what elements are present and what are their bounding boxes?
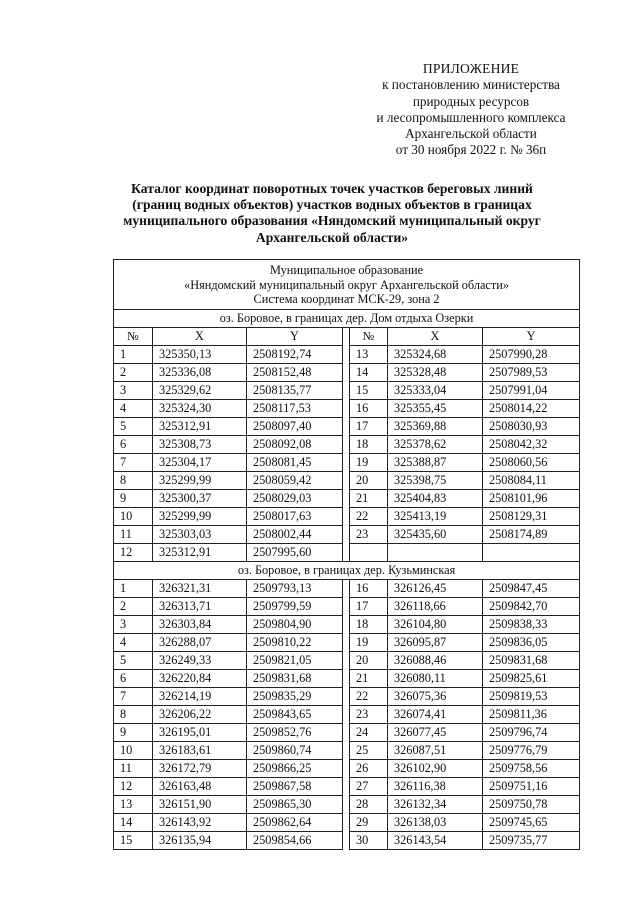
point-number-cell: 29 (350, 813, 388, 831)
x-coordinate-cell: 326303,84 (153, 615, 247, 633)
column-gap (343, 543, 350, 561)
y-coordinate-cell: 2509796,74 (483, 723, 580, 741)
column-gap (343, 471, 350, 489)
appendix-line: от 30 ноября 2022 г. № 36п (395, 142, 547, 158)
title-line: муниципального образования «Няндомский муниципальный округ (123, 213, 541, 229)
y-coordinate-cell: 2508060,56 (483, 453, 580, 471)
table-header-row (114, 327, 580, 345)
x-coordinate-cell: 326088,46 (388, 651, 483, 669)
column-gap (343, 435, 350, 453)
appendix-block (340, 61, 602, 159)
point-number-cell: 3 (114, 615, 153, 633)
point-number-cell: 5 (114, 651, 153, 669)
document-title (86, 181, 578, 246)
column-gap (343, 831, 350, 849)
y-coordinate-cell: 2509799,59 (247, 597, 343, 615)
x-coordinate-cell: 325299,99 (153, 471, 247, 489)
point-number-cell: 10 (114, 507, 153, 525)
point-number-cell: 15 (114, 831, 153, 849)
table-row (114, 687, 580, 705)
x-coordinate-cell: 325404,83 (388, 489, 483, 507)
column-gap (343, 705, 350, 723)
x-coordinate-cell: 325355,45 (388, 399, 483, 417)
x-coordinate-cell: 326074,41 (388, 705, 483, 723)
y-coordinate-cell: 2508092,08 (247, 435, 343, 453)
point-number-cell: 30 (350, 831, 388, 849)
y-coordinate-cell: 2508014,22 (483, 399, 580, 417)
x-coordinate-cell: 326075,36 (388, 687, 483, 705)
point-number-cell: 23 (350, 705, 388, 723)
y-coordinate-cell: 2508135,77 (247, 381, 343, 399)
point-number-cell: 8 (114, 705, 153, 723)
appendix-line: и лесопромышленного комплекса (376, 109, 566, 125)
coordinates-table (113, 259, 580, 850)
y-coordinate-cell: 2509825,61 (483, 669, 580, 687)
column-header: X (153, 327, 247, 345)
info-line: Муниципальное образование (270, 263, 424, 277)
y-coordinate-cell: 2509776,79 (483, 741, 580, 759)
column-gap (343, 615, 350, 633)
table-row (114, 831, 580, 849)
point-number-cell: 9 (114, 489, 153, 507)
point-number-cell: 19 (350, 453, 388, 471)
x-coordinate-cell: 326132,34 (388, 795, 483, 813)
column-gap (343, 489, 350, 507)
x-coordinate-cell: 326163,48 (153, 777, 247, 795)
y-coordinate-cell: 2508059,42 (247, 471, 343, 489)
x-coordinate-cell: 326116,38 (388, 777, 483, 795)
column-gap (343, 399, 350, 417)
table-row (114, 507, 580, 525)
column-gap (343, 651, 350, 669)
point-number-cell: 14 (114, 813, 153, 831)
x-coordinate-cell: 325336,08 (153, 363, 247, 381)
x-coordinate-cell: 326288,07 (153, 633, 247, 651)
y-coordinate-cell: 2508017,63 (247, 507, 343, 525)
x-coordinate-cell: 325312,91 (153, 543, 247, 561)
column-header: X (388, 327, 483, 345)
x-coordinate-cell: 325300,37 (153, 489, 247, 507)
table-row (114, 363, 580, 381)
x-coordinate-cell: 326080,11 (388, 669, 483, 687)
title-line: (границ водных объектов) участков водных объектов в границах (132, 197, 532, 213)
x-coordinate-cell: 326143,54 (388, 831, 483, 849)
x-coordinate-cell: 325312,91 (153, 417, 247, 435)
x-coordinate-cell: 326135,94 (153, 831, 247, 849)
table-info-row (114, 260, 580, 310)
column-header: № (114, 327, 153, 345)
point-number-cell: 6 (114, 435, 153, 453)
y-coordinate-cell: 2509866,25 (247, 759, 343, 777)
point-number-cell: 16 (350, 399, 388, 417)
x-coordinate-cell: 325435,60 (388, 525, 483, 543)
column-header: Y (247, 327, 343, 345)
title-line: Архангельской области» (255, 229, 409, 245)
column-gap (343, 453, 350, 471)
x-coordinate-cell: 326143,92 (153, 813, 247, 831)
column-gap (343, 579, 350, 597)
point-number-cell: 26 (350, 759, 388, 777)
x-coordinate-cell: 326104,80 (388, 615, 483, 633)
point-number-cell: 20 (350, 471, 388, 489)
y-coordinate-cell: 2509810,22 (247, 633, 343, 651)
table-row (114, 453, 580, 471)
point-number-cell: 12 (114, 543, 153, 561)
x-coordinate-cell: 326077,45 (388, 723, 483, 741)
y-coordinate-cell: 2508097,40 (247, 417, 343, 435)
column-gap (343, 525, 350, 543)
x-coordinate-cell: 325388,87 (388, 453, 483, 471)
x-coordinate-cell: 325369,88 (388, 417, 483, 435)
point-number-cell: 1 (114, 345, 153, 363)
y-coordinate-cell: 2509758,56 (483, 759, 580, 777)
section-title: оз. Боровое, в границах дер. Дом отдыха Озерки (114, 309, 580, 327)
y-coordinate-cell: 2508129,31 (483, 507, 580, 525)
y-coordinate-cell: 2509860,74 (247, 741, 343, 759)
point-number-cell: 12 (114, 777, 153, 795)
column-header: № (350, 327, 388, 345)
table-row (114, 777, 580, 795)
y-coordinate-cell: 2509751,16 (483, 777, 580, 795)
x-coordinate-cell: 325324,68 (388, 345, 483, 363)
y-coordinate-cell: 2508002,44 (247, 525, 343, 543)
table-row (114, 651, 580, 669)
y-coordinate-cell: 2509836,05 (483, 633, 580, 651)
x-coordinate-cell: 326087,51 (388, 741, 483, 759)
point-number-cell: 18 (350, 615, 388, 633)
column-gap (343, 507, 350, 525)
point-number-cell: 9 (114, 723, 153, 741)
info-line: «Няндомский муниципальный округ Архангельской области» (184, 277, 509, 292)
y-coordinate-cell: 2509811,36 (483, 705, 580, 723)
table-row (114, 381, 580, 399)
table-row (114, 741, 580, 759)
point-number-cell: 22 (350, 507, 388, 525)
column-gap (343, 687, 350, 705)
column-gap (343, 381, 350, 399)
y-coordinate-cell: 2509819,53 (483, 687, 580, 705)
x-coordinate-cell: 325328,48 (388, 363, 483, 381)
table-row (114, 525, 580, 543)
section-title: оз. Боровое, в границах дер. Кузьминская (114, 561, 580, 579)
y-coordinate-cell: 2507991,04 (483, 381, 580, 399)
point-number-cell: 17 (350, 597, 388, 615)
point-number-cell: 6 (114, 669, 153, 687)
x-coordinate-cell: 326172,79 (153, 759, 247, 777)
point-number-cell: 13 (114, 795, 153, 813)
y-coordinate-cell: 2508030,93 (483, 417, 580, 435)
point-number-cell: 24 (350, 723, 388, 741)
y-coordinate-cell: 2509867,58 (247, 777, 343, 795)
x-coordinate-cell: 325333,04 (388, 381, 483, 399)
point-number-cell: 4 (114, 399, 153, 417)
y-coordinate-cell: 2507995,60 (247, 543, 343, 561)
column-gap (343, 759, 350, 777)
x-coordinate-cell: 325308,73 (153, 435, 247, 453)
y-coordinate-cell: 2509745,65 (483, 813, 580, 831)
table-row (114, 795, 580, 813)
section-title-row (114, 561, 580, 579)
point-number-cell: 2 (114, 363, 153, 381)
x-coordinate-cell: 325299,99 (153, 507, 247, 525)
point-number-cell: 27 (350, 777, 388, 795)
table-row (114, 705, 580, 723)
column-gap (343, 633, 350, 651)
column-gap (343, 777, 350, 795)
table-row (114, 813, 580, 831)
x-coordinate-cell: 325304,17 (153, 453, 247, 471)
table-row (114, 669, 580, 687)
column-gap (343, 417, 350, 435)
y-coordinate-cell: 2508029,03 (247, 489, 343, 507)
appendix-heading: ПРИЛОЖЕНИЕ (422, 61, 520, 76)
column-gap (343, 345, 350, 363)
x-coordinate-cell: 326118,66 (388, 597, 483, 615)
point-number-cell: 10 (114, 741, 153, 759)
table-row (114, 579, 580, 597)
x-coordinate-cell: 325324,30 (153, 399, 247, 417)
point-number-cell: 28 (350, 795, 388, 813)
y-coordinate-cell: 2509865,30 (247, 795, 343, 813)
table-info-cell (114, 260, 580, 310)
x-coordinate-cell: 325350,13 (153, 345, 247, 363)
x-coordinate-cell: 326249,33 (153, 651, 247, 669)
point-number-cell: 22 (350, 687, 388, 705)
point-number-cell: 25 (350, 741, 388, 759)
x-coordinate-cell: 326195,01 (153, 723, 247, 741)
y-coordinate-cell (483, 543, 580, 561)
point-number-cell: 1 (114, 579, 153, 597)
y-coordinate-cell: 2507990,28 (483, 345, 580, 363)
y-coordinate-cell: 2507989,53 (483, 363, 580, 381)
y-coordinate-cell: 2509804,90 (247, 615, 343, 633)
y-coordinate-cell: 2508081,45 (247, 453, 343, 471)
x-coordinate-cell: 325413,19 (388, 507, 483, 525)
column-gap (343, 669, 350, 687)
point-number-cell: 5 (114, 417, 153, 435)
point-number-cell: 4 (114, 633, 153, 651)
y-coordinate-cell: 2509831,68 (483, 651, 580, 669)
point-number-cell: 2 (114, 597, 153, 615)
x-coordinate-cell: 326313,71 (153, 597, 247, 615)
point-number-cell: 11 (114, 759, 153, 777)
y-coordinate-cell: 2509793,13 (247, 579, 343, 597)
appendix-line: природных ресурсов (412, 93, 530, 109)
table-row (114, 615, 580, 633)
x-coordinate-cell: 326126,45 (388, 579, 483, 597)
x-coordinate-cell: 326102,90 (388, 759, 483, 777)
column-gap (343, 597, 350, 615)
x-coordinate-cell: 326214,19 (153, 687, 247, 705)
y-coordinate-cell: 2508101,96 (483, 489, 580, 507)
table-row (114, 633, 580, 651)
table-row (114, 759, 580, 777)
column-gap (343, 363, 350, 381)
x-coordinate-cell: 326206,22 (153, 705, 247, 723)
y-coordinate-cell: 2509842,70 (483, 597, 580, 615)
point-number-cell: 8 (114, 471, 153, 489)
coordinates-table-body (114, 260, 580, 850)
x-coordinate-cell: 325329,62 (153, 381, 247, 399)
table-row (114, 597, 580, 615)
y-coordinate-cell: 2509847,45 (483, 579, 580, 597)
point-number-cell: 20 (350, 651, 388, 669)
x-coordinate-cell (388, 543, 483, 561)
title-line: Каталог координат поворотных точек участков береговых линий (131, 181, 533, 196)
y-coordinate-cell: 2508117,53 (247, 399, 343, 417)
y-coordinate-cell: 2508192,74 (247, 345, 343, 363)
point-number-cell: 15 (350, 381, 388, 399)
column-gap (343, 723, 350, 741)
table-row (114, 435, 580, 453)
point-number-cell: 3 (114, 381, 153, 399)
y-coordinate-cell: 2508084,11 (483, 471, 580, 489)
column-gap (343, 813, 350, 831)
point-number-cell: 17 (350, 417, 388, 435)
column-gap (343, 741, 350, 759)
point-number-cell: 13 (350, 345, 388, 363)
point-number-cell: 21 (350, 489, 388, 507)
table-row (114, 399, 580, 417)
appendix-line: Архангельской области (405, 126, 537, 142)
x-coordinate-cell: 326095,87 (388, 633, 483, 651)
x-coordinate-cell: 325398,75 (388, 471, 483, 489)
x-coordinate-cell: 326138,03 (388, 813, 483, 831)
point-number-cell (350, 543, 388, 561)
point-number-cell: 7 (114, 453, 153, 471)
y-coordinate-cell: 2509821,05 (247, 651, 343, 669)
y-coordinate-cell: 2509831,68 (247, 669, 343, 687)
point-number-cell: 19 (350, 633, 388, 651)
y-coordinate-cell: 2509843,65 (247, 705, 343, 723)
column-gap (343, 795, 350, 813)
y-coordinate-cell: 2509735,77 (483, 831, 580, 849)
y-coordinate-cell: 2508152,48 (247, 363, 343, 381)
table-row (114, 417, 580, 435)
point-number-cell: 18 (350, 435, 388, 453)
point-number-cell: 23 (350, 525, 388, 543)
table-row (114, 345, 580, 363)
point-number-cell: 21 (350, 669, 388, 687)
y-coordinate-cell: 2509750,78 (483, 795, 580, 813)
column-header: Y (483, 327, 580, 345)
x-coordinate-cell: 326321,31 (153, 579, 247, 597)
section-title-row (114, 309, 580, 327)
y-coordinate-cell: 2509862,64 (247, 813, 343, 831)
table-row (114, 489, 580, 507)
column-gap (343, 327, 350, 345)
y-coordinate-cell: 2509838,33 (483, 615, 580, 633)
table-row (114, 471, 580, 489)
table-row (114, 723, 580, 741)
point-number-cell: 14 (350, 363, 388, 381)
y-coordinate-cell: 2509835,29 (247, 687, 343, 705)
x-coordinate-cell: 326151,90 (153, 795, 247, 813)
point-number-cell: 11 (114, 525, 153, 543)
info-line: Система координат МСК-29, зона 2 (253, 292, 440, 306)
y-coordinate-cell: 2509852,76 (247, 723, 343, 741)
table-row (114, 543, 580, 561)
y-coordinate-cell: 2508174,89 (483, 525, 580, 543)
x-coordinate-cell: 325378,62 (388, 435, 483, 453)
y-coordinate-cell: 2509854,66 (247, 831, 343, 849)
point-number-cell: 16 (350, 579, 388, 597)
x-coordinate-cell: 326183,61 (153, 741, 247, 759)
x-coordinate-cell: 325303,03 (153, 525, 247, 543)
point-number-cell: 7 (114, 687, 153, 705)
x-coordinate-cell: 326220,84 (153, 669, 247, 687)
appendix-line: к постановлению министерства (382, 77, 560, 93)
y-coordinate-cell: 2508042,32 (483, 435, 580, 453)
